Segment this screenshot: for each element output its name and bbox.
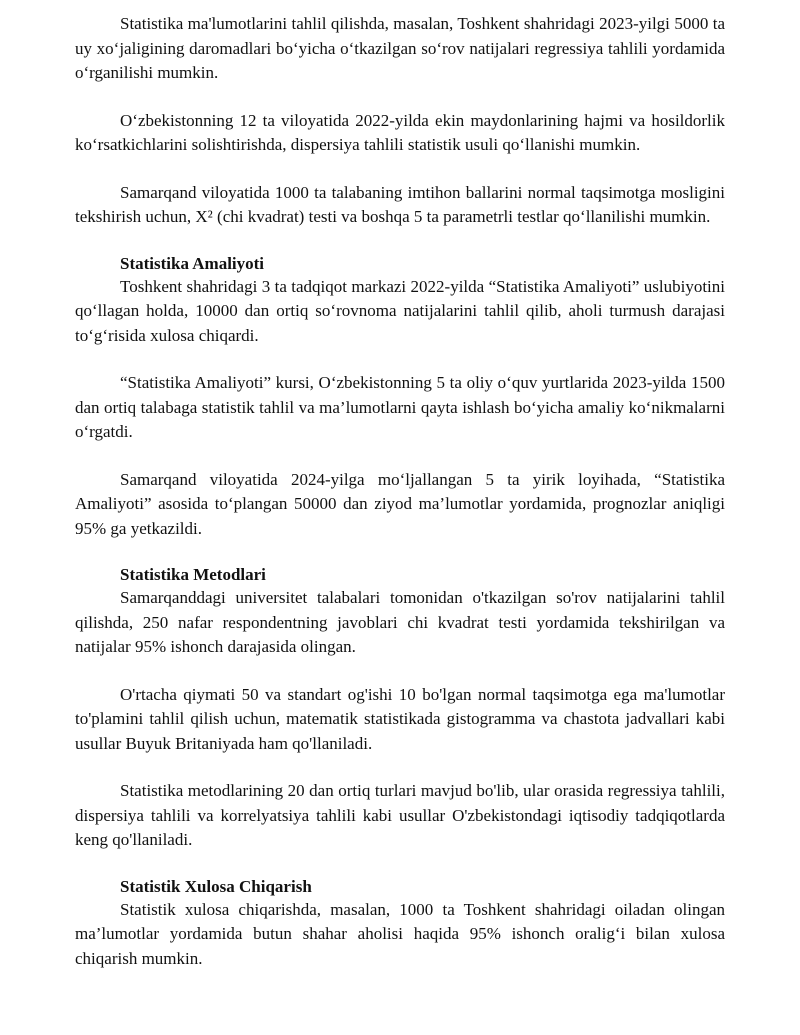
paragraph: Statistika ma'lumotlarini tahlil qilishda, masalan, Toshkent shahridagi 2023-yilgi 5000 ta uy xo‘jaligining daromadlari bo‘yicha o‘tkazilgan so‘rov natijalari regressiya tahlili yordamida o‘rganilishi mumkin. [75, 14, 725, 82]
paragraph: “Statistika Amaliyoti” kursi, O‘zbekistonning 5 ta oliy o‘quv yurtlarida 2023-yilda 1500 dan ortiq talabaga statistik tahlil va ma’lumotlarni qayta ishlash bo‘yicha amaliy ko‘nikmalarni o‘rgatdi. [75, 373, 725, 441]
paragraph: O‘zbekistonning 12 ta viloyatida 2022-yilda ekin maydonlarining hajmi va hosildorlik ko‘rsatkichlarini solishtirishda, dispersiya tahlili statistik usuli qo‘llanishi mumkin. [75, 110, 725, 154]
section-heading: Statistika Amaliyoti [120, 253, 265, 273]
paragraph: Toshkent shahridagi 3 ta tadqiqot markazi 2022-yilda “Statistika Amaliyoti” uslubiyotini qo‘llagan holda, 10000 dan ortiq so‘rovnoma natijalarini tahlil qilib, aholi turmush darajasi to‘g‘risida xulosa chiqardi. [75, 276, 725, 345]
section-heading: Statistik Xulosa Chiqarish [120, 876, 312, 896]
paragraph: Samarqand viloyatida 1000 ta talabaning imtihon ballarini normal taqsimotga mosligini tekshirish uchun, X² (chi kvadrat) testi va boshqa 5 ta parametrli testlar qo‘llanilishi mumkin. [75, 182, 725, 226]
paragraph: Samarqanddagi universitet talabalari tomonidan o'tkazilgan so'rov natijalarini tahlil qilishda, 250 nafar respondentning javoblari chi kvadrat testi yordamida tekshirilgan va natijalar 95% ishonch darajasida olingan. [75, 588, 725, 656]
paragraph: Statistika metodlarining 20 dan ortiq turlari mavjud bo'lib, ular orasida regressiya tahlili, dispersiya tahlili va korrelyatsiya tahlili kabi usullar O'zbekistondagi iqtisodiy tadqiqotlarda keng qo'llaniladi. [75, 781, 725, 849]
section-heading: Statistika Metodlari [120, 565, 266, 584]
section-statistik-xulosa-chiqarish [75, 876, 725, 972]
section-statistika-metodlari [75, 564, 725, 853]
section-statistika-amaliyoti [75, 253, 725, 542]
paragraph: O'rtacha qiymati 50 va standart og'ishi 10 bo'lgan normal taqsimotga ega ma'lumotlar to'plamini tahlil qilish uchun, matematik statistikada gistogramma va chastota jadvallari kabi usullar Buyuk Britaniyada ham qo'llaniladi. [75, 684, 725, 753]
paragraph: Samarqand viloyatida 2024-yilga mo‘ljallangan 5 ta yirik loyihada, “Statistika Amaliyoti” asosida to‘plangan 50000 dan ziyod ma’lumotlar yordamida, prognozlar aniqligi 95% ga yetkazildi. [75, 469, 725, 538]
paragraph: Statistik xulosa chiqarishda, masalan, 1000 ta Toshkent shahridagi oiladan olingan ma’lumotlar yordamida butun shahar aholisi haqida 95% ishonch oralig‘i bilan xulosa chiqarish mumkin. [75, 899, 725, 968]
